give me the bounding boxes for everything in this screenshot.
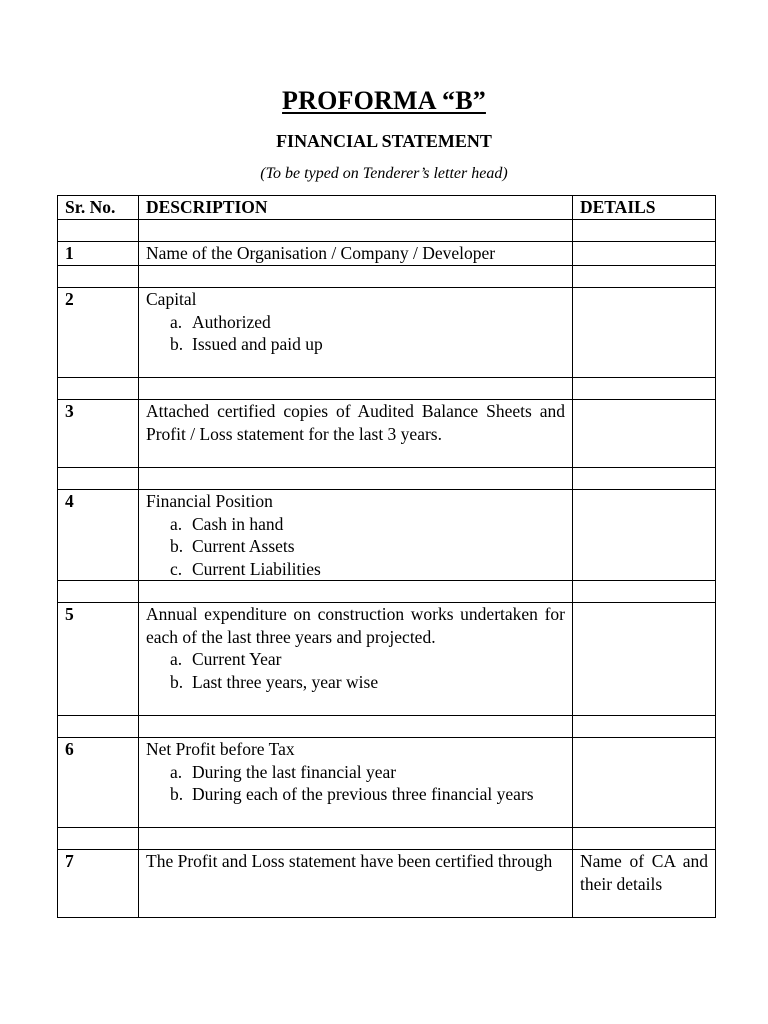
sub-item-marker: c.: [170, 558, 183, 579]
row-description: Attached certified copies of Audited Balance Sheets and Profit / Loss statement for the last 3 years.: [139, 400, 573, 468]
sub-item-marker: a.: [170, 761, 183, 782]
row-details: [573, 490, 716, 581]
sub-item-list: [146, 648, 565, 693]
row-description: Capital: [146, 289, 197, 309]
spacer-row: [58, 828, 716, 850]
sub-item-text: Cash in hand: [192, 513, 284, 534]
sub-item-list: [146, 761, 565, 806]
spacer-row: [58, 581, 716, 603]
sub-item: [170, 671, 565, 694]
row-details: [573, 400, 716, 468]
financial-statement-table: [57, 195, 716, 918]
row-description-cell: [139, 288, 573, 378]
sub-item-text: During the last financial year: [192, 761, 397, 782]
sub-item: [170, 783, 565, 806]
instruction-note: (To be typed on Tenderer’s letter head): [260, 165, 508, 182]
row-description-cell: [139, 490, 573, 581]
sub-item-marker: b.: [170, 784, 184, 804]
sub-item: [170, 333, 565, 356]
sub-item-text: Current Year: [192, 649, 282, 669]
table-row: [58, 603, 716, 716]
spacer-row: [58, 716, 716, 738]
sub-item: [170, 535, 565, 558]
table-header-row: [58, 196, 716, 220]
sub-item-list: [146, 513, 565, 581]
row-number: 3: [58, 400, 139, 468]
sub-item-marker: b.: [170, 536, 184, 556]
row-description-cell: [139, 603, 573, 716]
table-row: [58, 850, 716, 918]
column-header-details: DETAILS: [573, 196, 716, 220]
sub-item-text: Authorized: [192, 311, 271, 332]
row-description-cell: [139, 738, 573, 828]
spacer-row: [58, 266, 716, 288]
row-details: [573, 738, 716, 828]
sub-item-marker: a.: [170, 311, 183, 332]
sub-item: [170, 761, 565, 784]
row-number: 4: [58, 490, 139, 581]
sub-item: [170, 648, 565, 671]
sub-item: [170, 311, 565, 334]
sub-item-text: During each of the previous three financial years: [192, 784, 534, 804]
table-row: [58, 242, 716, 266]
sub-item-marker: b.: [170, 334, 184, 354]
table-row: [58, 490, 716, 581]
sub-item-list: [146, 311, 565, 356]
spacer-row: [58, 468, 716, 490]
sub-item: [170, 513, 565, 536]
sub-item-marker: b.: [170, 671, 184, 692]
sub-item-marker: a.: [170, 649, 183, 669]
row-details: Name of CA and their details: [573, 850, 716, 918]
row-description: Financial Position: [146, 491, 273, 511]
table-row: [58, 288, 716, 378]
page-subtitle: FINANCIAL STATEMENT: [276, 131, 492, 151]
row-description: Annual expenditure on construction works undertaken for each of the last three years and projected.: [146, 604, 565, 647]
spacer-row: [58, 378, 716, 400]
row-details: [573, 288, 716, 378]
row-number: 6: [58, 738, 139, 828]
row-details: [573, 603, 716, 716]
row-number: 5: [58, 603, 139, 716]
page-title: PROFORMA “B”: [282, 86, 486, 115]
table-row: [58, 400, 716, 468]
sub-item: [170, 558, 565, 581]
sub-item-marker: a.: [170, 513, 183, 534]
column-header-description: DESCRIPTION: [139, 196, 573, 220]
row-description: The Profit and Loss statement have been certified through: [139, 850, 573, 918]
row-number: 1: [58, 242, 139, 266]
row-details: [573, 242, 716, 266]
table-row: [58, 738, 716, 828]
row-number: 7: [58, 850, 139, 918]
sub-item-text: Issued and paid up: [192, 334, 323, 354]
row-description: Name of the Organisation / Company / Developer: [139, 242, 573, 266]
column-header-sr-no: Sr. No.: [58, 196, 139, 220]
sub-item-text: Last three years, year wise: [192, 671, 379, 692]
spacer-row: [58, 220, 716, 242]
sub-item-text: Current Liabilities: [192, 558, 321, 579]
sub-item-text: Current Assets: [192, 536, 295, 556]
row-number: 2: [58, 288, 139, 378]
row-description: Net Profit before Tax: [146, 739, 295, 759]
